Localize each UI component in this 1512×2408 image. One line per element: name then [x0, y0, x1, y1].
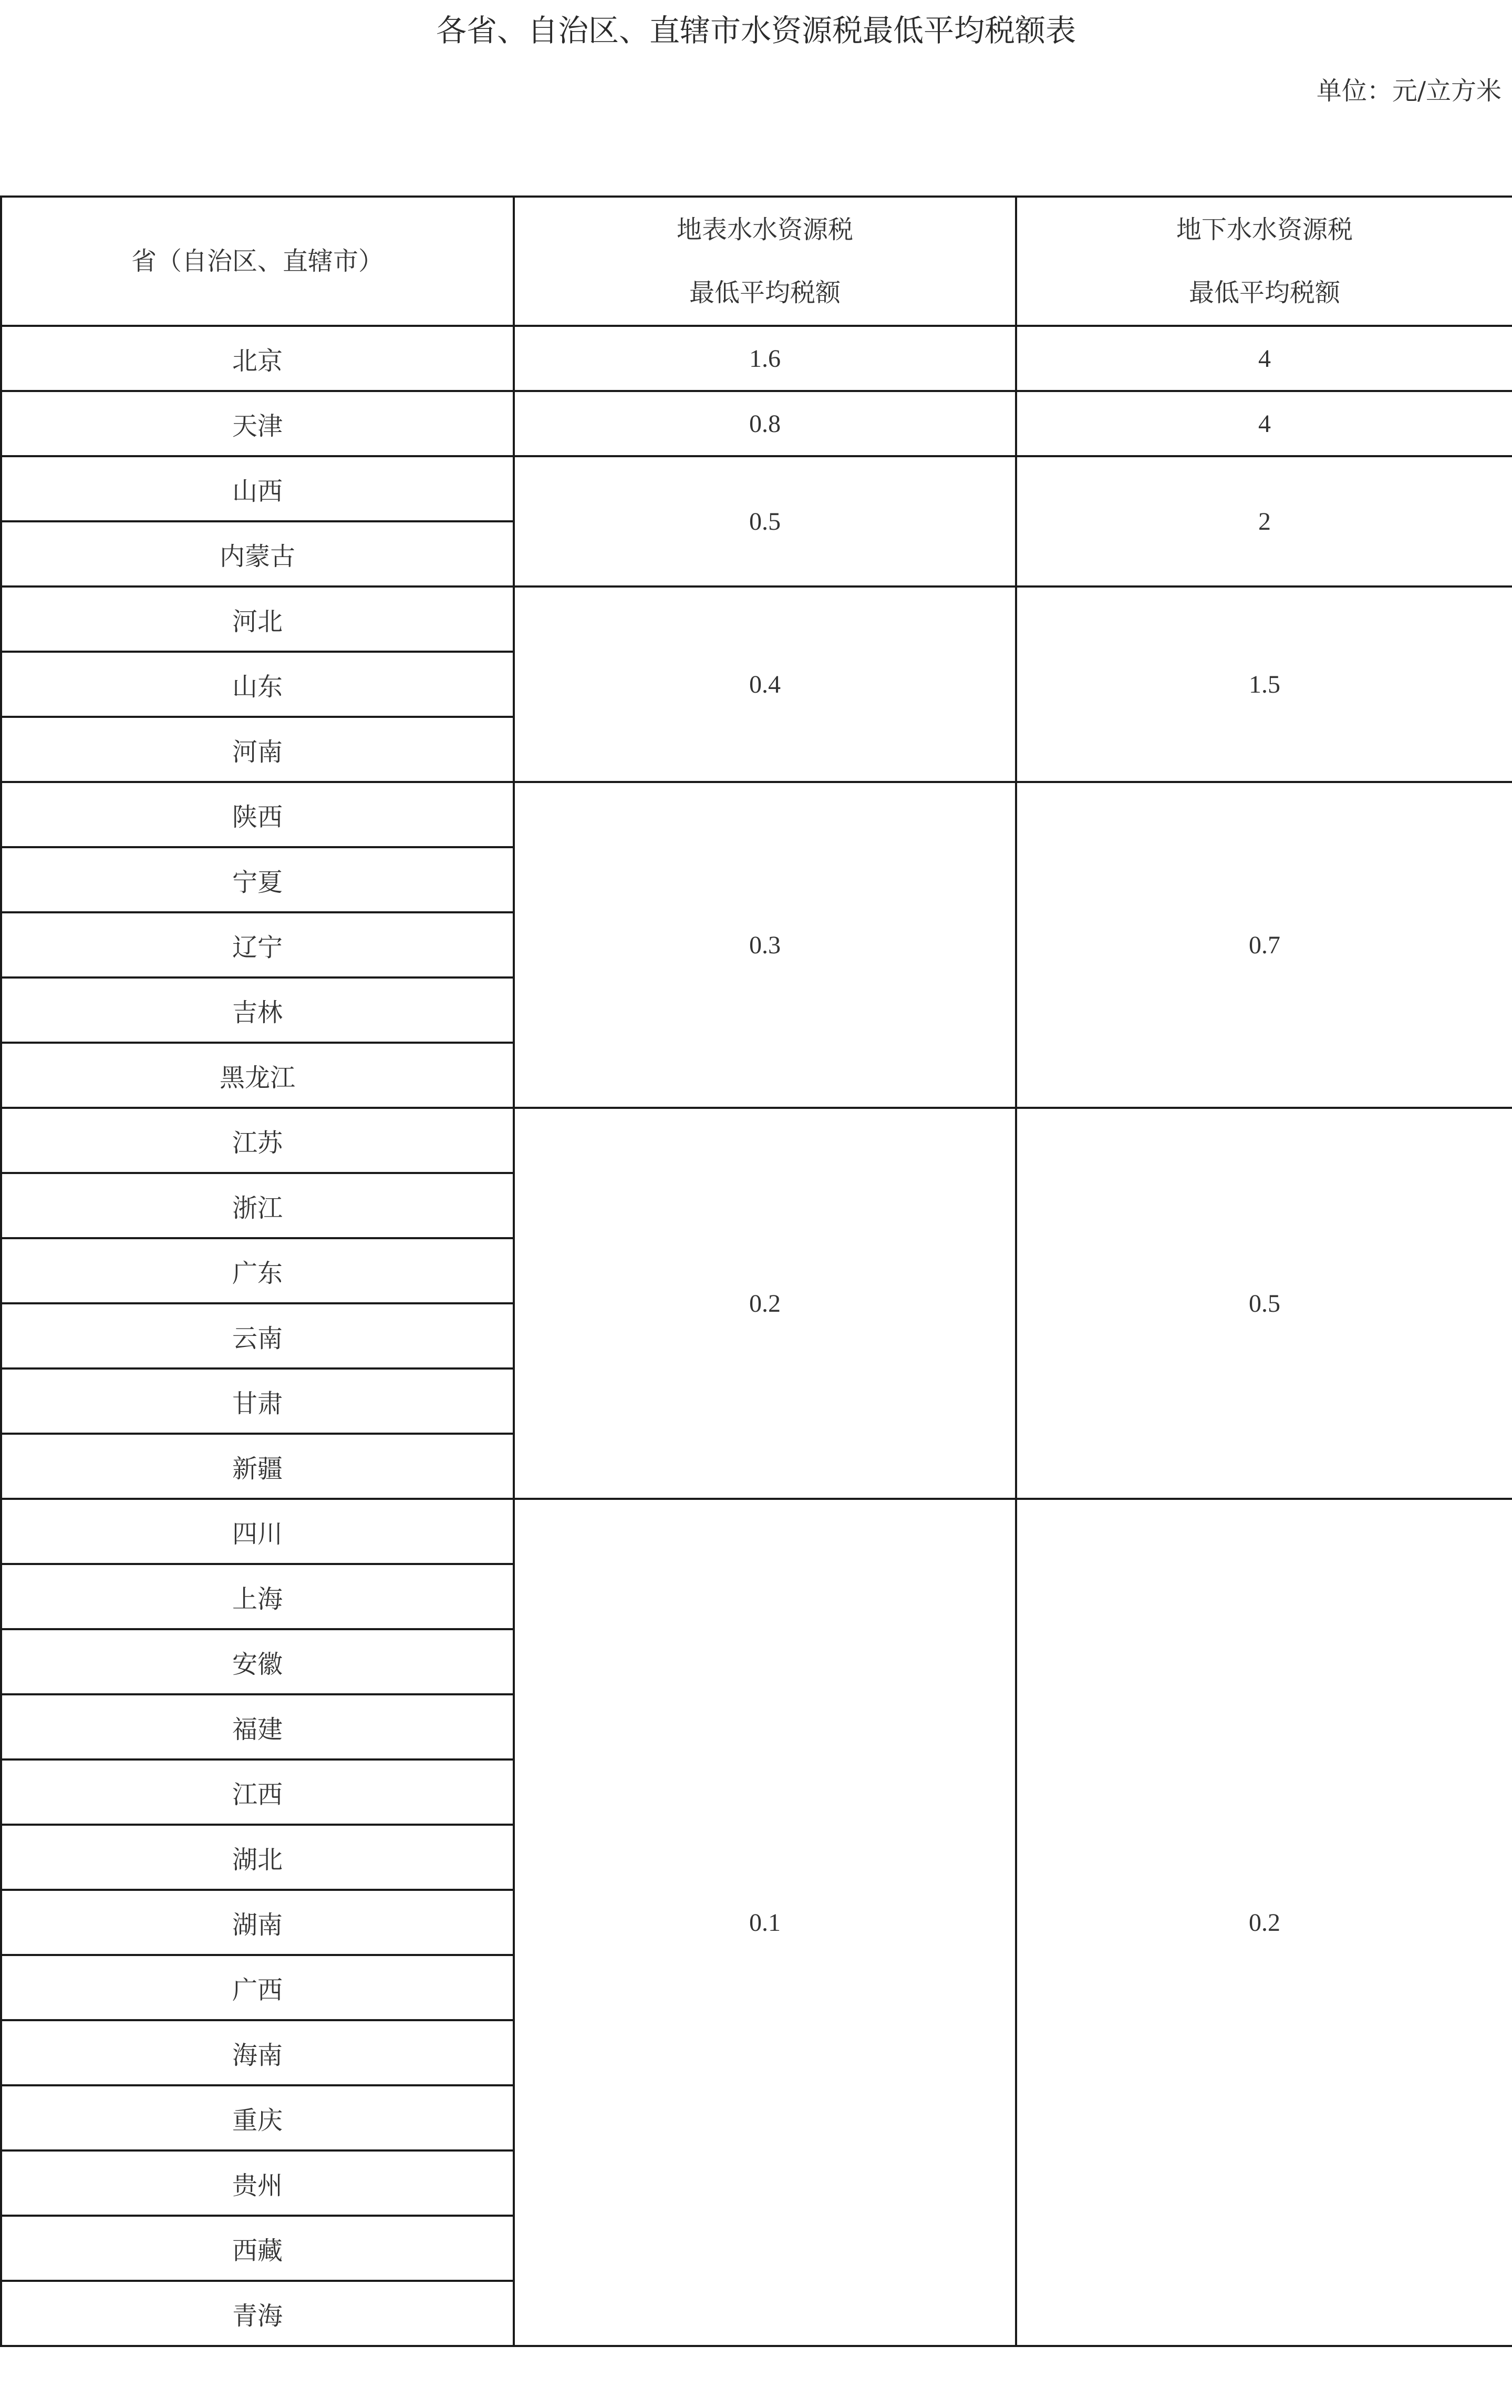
province-cell: 广西 — [1, 1955, 514, 2020]
province-cell: 上海 — [1, 1564, 514, 1629]
ground-tax-cell: 2 — [1016, 456, 1512, 586]
province-cell: 河南 — [1, 717, 514, 782]
table-row — [1, 586, 1512, 652]
header-province: 省（自治区、直辖市） — [1, 197, 514, 326]
province-cell: 广东 — [1, 1238, 514, 1303]
ground-tax-cell: 4 — [1016, 326, 1512, 391]
surface-tax-cell: 1.6 — [514, 326, 1016, 391]
header-ground-line1: 地下水水资源税 — [1176, 215, 1353, 244]
header-surface-line2: 最低平均税额 — [689, 278, 841, 307]
province-cell: 重庆 — [1, 2085, 514, 2150]
header-ground-water — [1016, 197, 1512, 326]
table-body — [1, 326, 1512, 2346]
surface-tax-cell: 0.2 — [514, 1108, 1016, 1499]
province-cell: 北京 — [1, 326, 514, 391]
table-row — [1, 1108, 1512, 1173]
province-cell: 新疆 — [1, 1434, 514, 1499]
ground-tax-cell: 0.2 — [1016, 1499, 1512, 2346]
table-row — [1, 1499, 1512, 1564]
province-cell: 四川 — [1, 1499, 514, 1564]
header-surface-water — [514, 197, 1016, 326]
province-cell: 西藏 — [1, 2216, 514, 2281]
province-cell: 浙江 — [1, 1173, 514, 1238]
province-cell: 湖南 — [1, 1890, 514, 1955]
water-tax-table — [0, 195, 1512, 2347]
ground-tax-cell: 1.5 — [1016, 586, 1512, 782]
province-cell: 江西 — [1, 1759, 514, 1825]
table-row — [1, 456, 1512, 521]
header-surface-line1: 地表水水资源税 — [676, 215, 853, 244]
province-cell: 宁夏 — [1, 847, 514, 912]
province-cell: 贵州 — [1, 2150, 514, 2216]
table-row — [1, 326, 1512, 391]
province-cell: 陕西 — [1, 782, 514, 847]
province-cell: 山西 — [1, 456, 514, 521]
province-cell: 海南 — [1, 2020, 514, 2085]
ground-tax-cell: 4 — [1016, 391, 1512, 456]
surface-tax-cell: 0.8 — [514, 391, 1016, 456]
province-cell: 辽宁 — [1, 912, 514, 977]
table-row — [1, 391, 1512, 456]
table-row — [1, 782, 1512, 847]
province-cell: 河北 — [1, 586, 514, 652]
header-ground-line2: 最低平均税额 — [1188, 278, 1340, 307]
surface-tax-cell: 0.4 — [514, 586, 1016, 782]
province-cell: 云南 — [1, 1303, 514, 1368]
surface-tax-cell: 0.3 — [514, 782, 1016, 1108]
table-title: 各省、自治区、直辖市水资源税最低平均税额表 — [436, 13, 1076, 48]
province-cell: 天津 — [1, 391, 514, 456]
province-cell: 湖北 — [1, 1825, 514, 1890]
unit-label: 单位：元/立方米 — [1316, 76, 1501, 106]
surface-tax-cell: 0.1 — [514, 1499, 1016, 2346]
province-cell: 安徽 — [1, 1629, 514, 1694]
ground-tax-cell: 0.5 — [1016, 1108, 1512, 1499]
province-cell: 青海 — [1, 2281, 514, 2346]
province-cell: 山东 — [1, 652, 514, 717]
province-cell: 吉林 — [1, 977, 514, 1043]
ground-tax-cell: 0.7 — [1016, 782, 1512, 1108]
province-cell: 甘肃 — [1, 1368, 514, 1434]
province-cell: 江苏 — [1, 1108, 514, 1173]
province-cell: 福建 — [1, 1694, 514, 1759]
province-cell: 黑龙江 — [1, 1043, 514, 1108]
table-header-row — [1, 197, 1512, 326]
province-cell: 内蒙古 — [1, 521, 514, 586]
surface-tax-cell: 0.5 — [514, 456, 1016, 586]
